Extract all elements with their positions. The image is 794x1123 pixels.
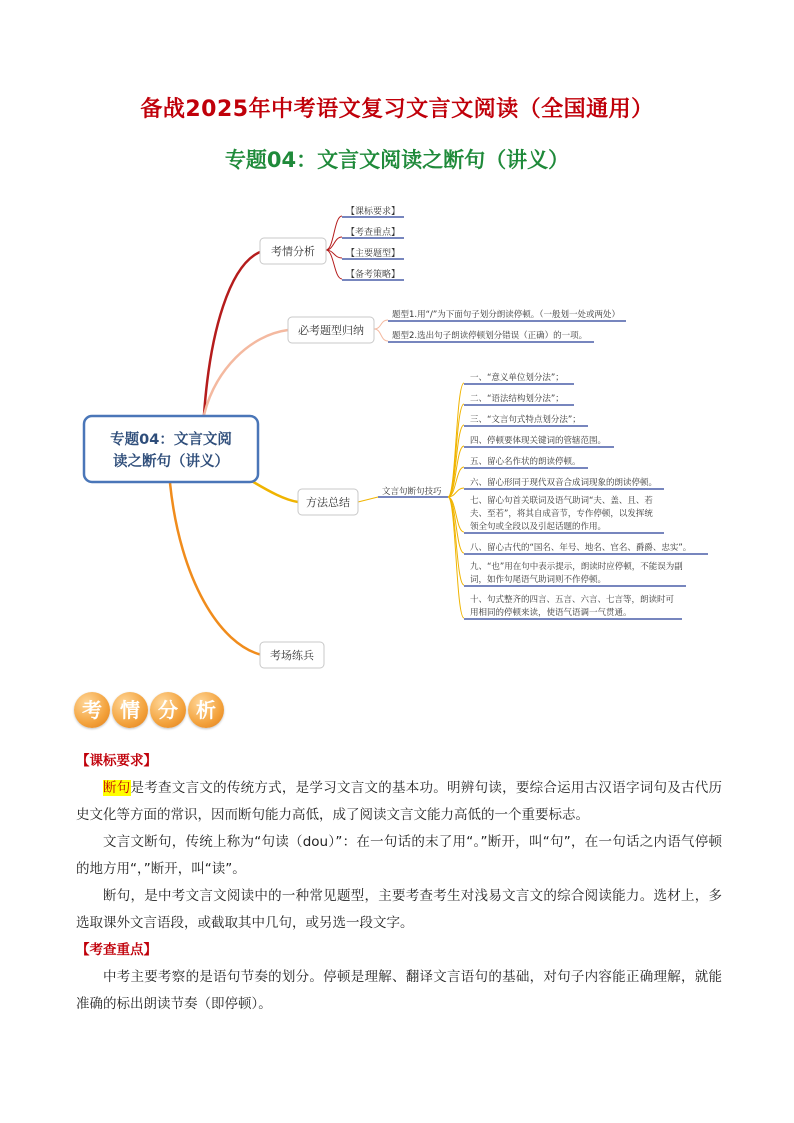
- document-subtitle: 专题04：文言文阅读之断句（讲义）: [224, 148, 570, 172]
- heading-kebiao: 【课标要求】: [76, 753, 157, 769]
- badge-char: 考: [74, 692, 110, 728]
- article-body: [76, 748, 722, 1018]
- highlight-duanju: 断句: [103, 780, 131, 796]
- method-5: 五、留心名作状的朗读停顿。: [470, 457, 581, 467]
- method-1: 一、“意义单位划分法”；: [470, 373, 564, 383]
- center-node: [84, 416, 258, 482]
- kaoqing-item-1: 【课标要求】: [346, 207, 401, 217]
- paragraph-1-text: 是考查文言文的传统方式，是学习文言文的基本功。明辨句读，要综合运用古汉语字词句及古代历史文化等方面的常识，因而断句能力高低，成了阅读文言文能力高低的一个重要标志。: [76, 780, 723, 823]
- kaoqing-item-2: 【考查重点】: [346, 228, 401, 238]
- section-badge-kaoqing: [74, 692, 226, 734]
- center-line-1: 专题04：文言文阅: [110, 432, 232, 448]
- method-3: 三、“文言句式特点划分法”；: [470, 415, 581, 425]
- branch-line-bikao: [204, 330, 288, 415]
- method-10-line-1: 十、句式整齐的四言、五言、六言、七言等，朗读时可: [470, 595, 675, 605]
- mind-map: [0, 190, 794, 680]
- paragraph-2: 文言文断句，传统上称为“句读（dou）”：在一句话的末了用“。”断开，叫“句”，在一句话之内语气停顿的地方用“，”断开，叫“读”。: [76, 834, 722, 877]
- badge-char: 析: [188, 692, 224, 728]
- paragraph-3: 断句，是中考文言文阅读中的一种常见题型，主要考查考生对浅易文言文的综合阅读能力。选材上，多选取课外文言语段，或截取其中几句，或另选一段文字。: [76, 888, 722, 931]
- method-9-line-2: 词，如作句尾语气助词则不作停顿。: [470, 575, 607, 585]
- node-lianbing-label: 考场练兵: [270, 649, 314, 662]
- node-kaoqing-label: 考情分析: [271, 245, 315, 258]
- kaoqing-item-3: 【主要题型】: [346, 249, 401, 259]
- document-title: 备战2025年中考语文复习文言文阅读（全国通用）: [140, 97, 654, 122]
- bikao-item-1: 题型1.用“/”为下面句子划分朗读停顿。（一般划一处或两处）: [392, 310, 621, 320]
- branch-line-lianbing: [170, 483, 262, 655]
- method-10-line-2: 用相同的停顿来读，使语气语调一气贯通。: [470, 608, 632, 618]
- method-6: 六、留心形同于现代双音合成词现象的朗读停顿。: [470, 478, 658, 488]
- paragraph-1: [76, 775, 722, 829]
- method-7-line-1: 七、留心句首关联词及语气助词“夫、盖、且、若: [470, 496, 653, 506]
- badge-char: 情: [112, 692, 148, 728]
- method-4: 四、停顿要体现关键词的管辖范围。: [470, 436, 607, 446]
- method-9-line-1: 九、“也”用在句中表示提示，朗读时应停顿，不能误为副: [470, 562, 683, 572]
- paragraph-4: 中考主要考察的是语句节奏的划分。停顿是理解、翻译文言语句的基础，对句子内容能正确理解，就能准确的标出朗读节奏（即停顿）。: [76, 969, 722, 1012]
- bikao-item-2: 题型2.选出句子朗读停顿划分错误（正确）的一项。: [392, 331, 588, 341]
- fangfa-sub-label: 文言句断句技巧: [382, 487, 442, 497]
- node-fangfa-label: 方法总结: [306, 496, 350, 509]
- node-bikao-label: 必考题型归纳: [298, 324, 364, 337]
- center-line-2: 读之断句（讲义）: [113, 454, 229, 470]
- branch-line-fangfa: [250, 480, 298, 502]
- method-8: 八、留心古代的“国名、年号、地名、官名、爵爵、忠实”。: [470, 543, 692, 553]
- heading-kaocha: 【考查重点】: [76, 942, 157, 958]
- method-7-line-2: 夫、至若”，将其自成音节，专作停顿，以发挥统: [470, 509, 653, 519]
- method-2: 二、“语法结构划分法”；: [470, 394, 564, 404]
- kaoqing-item-4: 【备考策略】: [346, 270, 401, 280]
- badge-char: 分: [150, 692, 186, 728]
- method-7-line-3: 领全句或全段以及引起话题的作用。: [470, 522, 607, 532]
